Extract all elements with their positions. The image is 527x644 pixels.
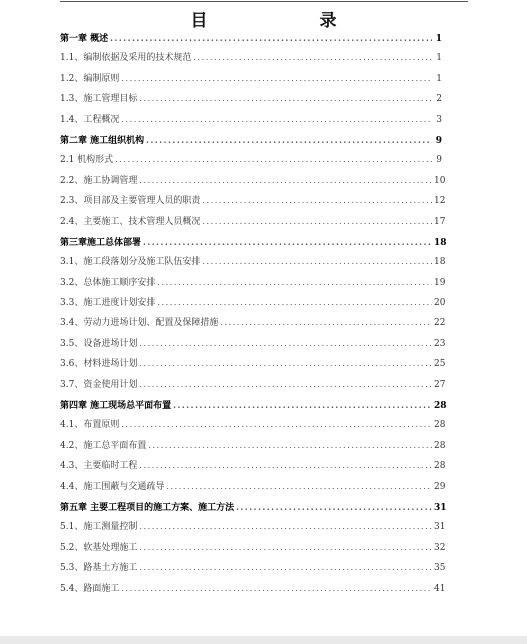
toc-entry-label: 2.3、项目部及主要管理人员的职责 (60, 196, 201, 207)
toc-section-entry[interactable] (60, 171, 446, 191)
dot-leader (202, 212, 432, 232)
dot-leader (139, 538, 432, 558)
toc-entry-label: 1.2、编制原则 (60, 73, 120, 84)
toc-section-entry[interactable] (60, 415, 446, 435)
toc-chapter-entry[interactable] (60, 395, 447, 415)
dot-leader (202, 252, 432, 272)
dot-leader (121, 415, 432, 435)
toc-section-entry[interactable] (60, 89, 442, 109)
toc-entry-label: 3.4、劳动力进场计划、配置及保障措施 (60, 318, 219, 329)
toc-entry-label: 5.1、施工测量控制 (60, 522, 138, 533)
dot-leader (166, 477, 432, 497)
toc-entry-label: 3.1、施工段落划分及施工队伍安排 (60, 257, 201, 268)
toc-entry-label: 2.2、施工协调管理 (60, 175, 138, 186)
toc-page-number: 9 (435, 135, 442, 146)
dot-leader (139, 375, 432, 395)
dot-leader (202, 191, 432, 211)
toc-page-number: 31 (434, 502, 447, 513)
toc-page-number: 23 (434, 338, 446, 349)
toc-page-number: 28 (434, 461, 446, 472)
dot-leader (139, 558, 432, 578)
toc-entry-label: 4.1、布置原则 (60, 420, 120, 431)
dot-leader (139, 171, 432, 191)
toc-page-number: 1 (436, 53, 442, 64)
toc-page-number: 28 (434, 440, 446, 451)
dot-leader (193, 48, 432, 68)
toc-page-number: 17 (434, 216, 446, 227)
toc-page-number: 27 (434, 379, 446, 390)
toc-entry-label: 1.3、施工管理目标 (60, 94, 138, 105)
toc-section-entry[interactable] (60, 517, 446, 537)
toc-page-number: 29 (434, 481, 446, 492)
dot-leader (121, 69, 432, 89)
toc-page-number: 28 (434, 420, 446, 431)
dot-leader (139, 89, 432, 109)
toc-page-number: 25 (434, 359, 446, 370)
dot-leader (236, 497, 432, 517)
dot-leader (146, 130, 432, 150)
toc-section-entry[interactable] (60, 538, 446, 558)
toc-entry-label: 第五章 主要工程项目的施工方案、施工方法 (60, 502, 235, 513)
toc-entry-label: 3.6、材料进场计划 (60, 359, 138, 370)
toc-section-entry[interactable] (60, 354, 446, 374)
dot-leader (148, 436, 432, 456)
toc-page-number: 1 (436, 73, 442, 84)
toc-entry-label: 3.7、资金使用计划 (60, 379, 138, 390)
toc-section-entry[interactable] (60, 69, 442, 89)
toc-page-number: 20 (434, 298, 446, 309)
toc-section-entry[interactable] (60, 558, 446, 578)
viewer-bottom-bar (0, 636, 527, 644)
toc-entry-label: 5.3、路基土方施工 (60, 563, 138, 574)
toc-section-entry[interactable] (60, 293, 446, 313)
dot-leader (139, 354, 432, 374)
toc-entry-label: 2.4、主要施工、技术管理人员概况 (60, 216, 201, 227)
toc-page-number: 19 (434, 277, 446, 288)
toc-page-number: 9 (436, 155, 442, 166)
toc-chapter-entry[interactable] (60, 130, 442, 150)
toc-section-entry[interactable] (60, 477, 446, 497)
toc-page-number: 1 (435, 34, 442, 44)
toc-section-entry[interactable] (60, 456, 446, 476)
toc-page-number: 22 (434, 318, 446, 329)
header-rule (60, 1, 468, 2)
dot-leader (139, 334, 432, 354)
dot-leader (173, 395, 432, 415)
toc-chapter-entry[interactable] (60, 28, 442, 48)
toc-entry-label: 5.4、路面施工 (60, 583, 120, 594)
toc-section-entry[interactable] (60, 150, 442, 170)
toc-page-number: 35 (434, 563, 446, 574)
toc-section-entry[interactable] (60, 252, 446, 272)
toc-section-entry[interactable] (60, 579, 446, 599)
dot-leader (115, 150, 432, 170)
toc-entry-label: 4.3、主要临时工程 (60, 461, 138, 472)
toc-entry-label: 3.3、施工进度计划安排 (60, 298, 156, 309)
toc-page-number: 32 (434, 542, 446, 553)
toc-section-entry[interactable] (60, 48, 442, 68)
toc-entry-label: 4.4、施工围蔽与交通疏导 (60, 481, 165, 492)
toc-chapter-entry[interactable] (60, 497, 447, 517)
toc-page-number: 2 (436, 94, 442, 105)
dot-leader (143, 232, 432, 252)
toc-title: 目 录 (190, 11, 363, 31)
dot-leader (121, 110, 432, 130)
toc-page-number: 41 (434, 583, 446, 594)
dot-leader (157, 273, 432, 293)
dot-leader (139, 517, 432, 537)
toc-section-entry[interactable] (60, 191, 446, 211)
dot-leader (139, 456, 432, 476)
toc-entry-label: 第二章 施工组织机构 (60, 135, 145, 146)
toc-section-entry[interactable] (60, 313, 446, 333)
toc-entry-label: 3.5、设备进场计划 (60, 338, 138, 349)
toc-entry-label: 1.4、工程概况 (60, 114, 120, 125)
dot-leader (157, 293, 432, 313)
toc-section-entry[interactable] (60, 375, 446, 395)
toc-page-number: 10 (434, 175, 446, 186)
toc-entry-label: 5.2、软基处理施工 (60, 542, 138, 553)
toc-entry-label: 第三章施工总体部署 (60, 237, 142, 248)
toc-entry-label: 第一章 概述 (60, 34, 109, 44)
toc-page-number: 18 (434, 257, 446, 268)
toc-section-entry[interactable] (60, 334, 446, 354)
toc-entry-label: 2.1 机构形式 (60, 155, 114, 166)
toc-section-entry[interactable] (60, 212, 446, 232)
toc-page-number: 28 (434, 401, 447, 412)
toc-section-entry[interactable] (60, 273, 446, 293)
toc-chapter-entry[interactable] (60, 232, 447, 252)
toc-entry-label: 1.1、编制依据及采用的技术规范 (60, 53, 192, 64)
toc-page-number: 18 (434, 237, 447, 248)
toc-page-number: 31 (434, 522, 446, 533)
toc-entry-label: 第四章 施工现场总平面布置 (60, 401, 172, 412)
dot-leader (110, 28, 432, 48)
dot-leader (121, 579, 432, 599)
toc-section-entry[interactable] (60, 110, 442, 130)
toc-page-number: 3 (436, 114, 442, 125)
toc-section-entry[interactable] (60, 436, 446, 456)
table-of-contents (60, 28, 447, 599)
toc-entry-label: 4.2、施工总平面布置 (60, 440, 147, 451)
dot-leader (220, 313, 432, 333)
toc-page-number: 12 (434, 196, 446, 207)
toc-entry-label: 3.2、总体施工顺序安排 (60, 277, 156, 288)
